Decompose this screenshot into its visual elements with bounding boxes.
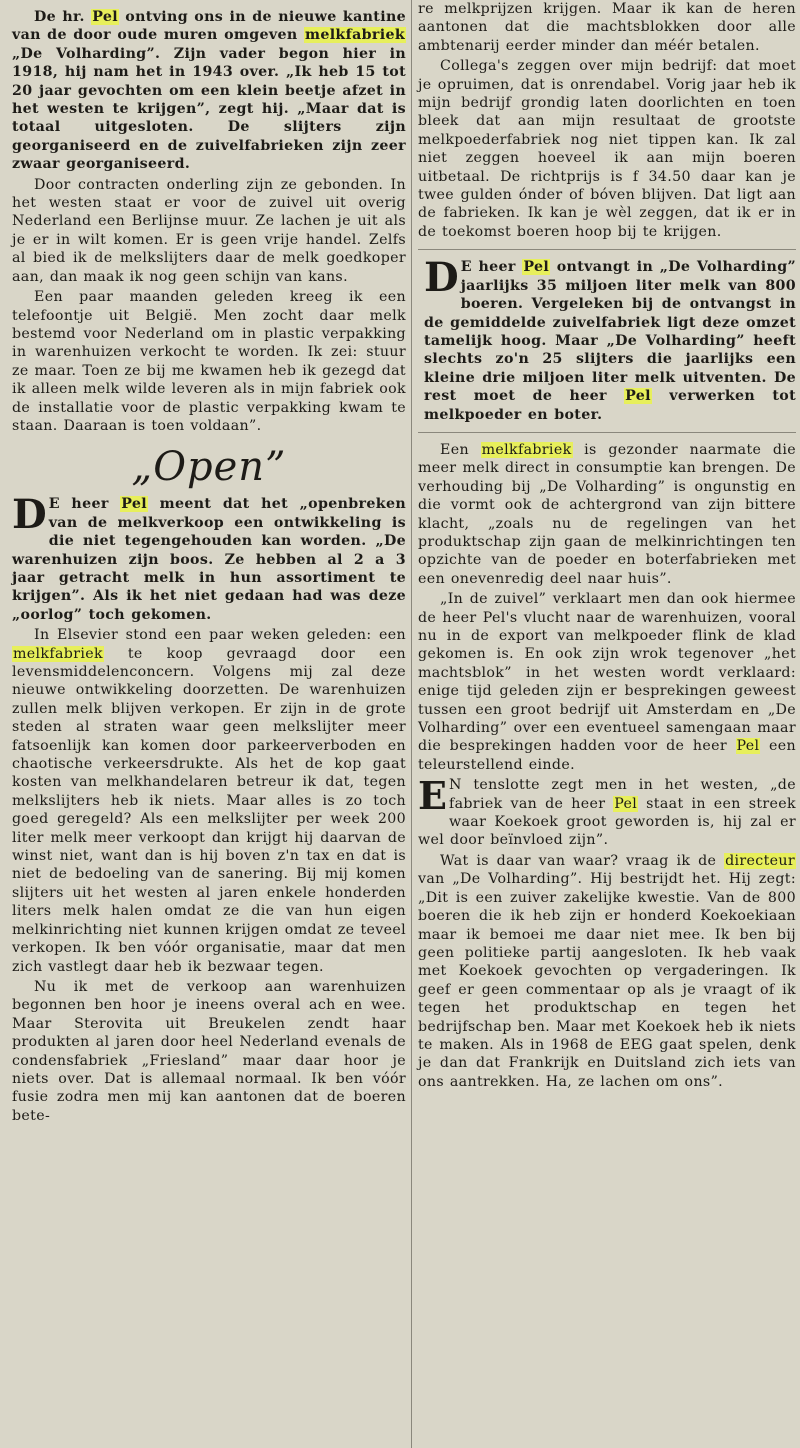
section-rule (418, 432, 796, 433)
text-run: is gezonder naarmate die meer melk direct in consumptie kan brengen. De verhouding bij „De Volharding” is ongunstig en die vormt ook de achtergrond van zijn bittere klacht, „zoals nu de regelingen van het produktschap zijn gaan de melkinrichtingen ten opzichte van de poeder en boterfabrieken met een onevenredig deel naar huis”. (418, 441, 796, 587)
text-run: „In de zuivel” verklaart men dan ook hiermee de heer Pel's vlucht naar de warenhuizen, vooral nu in de export van melkpoeder flink de klad gekomen is. En ook zijn wrok tegenover „het machtsblok” in het westen wordt verklaard: enige tijd geleden zijn er besprekingen geweest tussen een groot bedrijf uit Amsterdam en „De Volharding” over een eventueel samengaan maar die besprekingen hadden voor de heer (418, 591, 796, 755)
highlight-pel: Pel (121, 496, 148, 513)
text-run: te koop gevraagd door een levensmiddelenconcern. Volgens mij zal deze nieuwe ontwikkeling doorzetten. De warenhuizen zullen melk blijven verkopen. Er zijn in de grote steden al straten waar geen melkslijter meer fatsoenlijk kan komen door parkeerverboden en chaotische verkeersdrukte. Als het de kop gaat kosten van melkhandelaren betreur ik dat, tegen melkslijters heb ik niets. Maar alles is zo toch goed geregeld? Als een melkslijter per week 200 liter melk meer verkoopt dan krijgt hij daarvan de winst niet, want dan is hij boven z'n tax en dat is niet de bedoeling van de sanering. Bij mij komen slijters uit het westen al jaren enkele honderden liters melk halen omdat ze die van hun eigen melkinrichting niet kunnen krijgen omdat ze teveel verkopen. Ik ben vóór organisatie, maar dat men zich vastlegt daar heb ik bezwaar tegen. (12, 645, 406, 975)
paragraph-elsevier (12, 626, 406, 976)
text-run: Een (440, 441, 481, 458)
text-run: Wat is daar van waar? vraag ik de (440, 852, 725, 869)
text-run: N tenslotte zegt men in het westen, „de fabriek van de heer (448, 777, 796, 812)
paragraph-bold-block (418, 254, 797, 424)
highlight-pel: Pel (736, 738, 760, 755)
text-run: van „De Volharding”. Hij bestrijdt het. Hij zegt: „Dit is een zuiver zakelijke kwestie. Van de 800 boeren die ik heb zijn er honderd Koekoekiaan maar ik bemoei me daar niet mee. Ik ben bij geen politieke partij aangesloten. Ik heb vaak met Koekoek gevochten op vergaderingen. Ik geef er geen commentaar op als je vraagt of ik tegen het produktschap en tegen het bedrijfschap ben. Maar met Koekoek heb ik niets te maken. Als in 1968 de EEG gaat spelen, denk je dan dat Frankrijk en Duitsland zich iets van ons aantrekken. Ha, ze lachen om ons”. (418, 871, 796, 1090)
text-run: E heer (48, 496, 121, 513)
text-run: meent dat het „openbreken van de melkverkoop een ontwikkeling is die niet tegengehouden kan worden. „De warenhuizen zijn boos. Ze hebben al 2 a 3 jaar getracht melk in hun assortiment te krijgen”. Als ik het niet gedaan had was deze „oorlog” toch gekomen. (12, 496, 406, 623)
paragraph-collegas: Collega's zeggen over mijn bedrijf: dat moet je opruimen, dat is onrendabel. Vorig jaar heb ik mijn bedrijf grondig laten doorlichten en toen bleek dat aan mijn resultaat de grootste melkpoederfabriek nog niet tippen kan. Ik zal niet zeggen hoeveel ik aan mijn boeren uitbetaal. De richtprijs is f 34.50 daar kan je twee gulden ónder of bóven blijven. Dat ligt aan de fabrieken. Ik kan je wèl zeggen, dat ik er in de toekomst boeren hoop bij te krijgen. (418, 58, 796, 240)
highlight-melkfabriek: melkfabriek (304, 27, 405, 44)
text-run: In Elsevier stond een paar weken geleden: een (34, 627, 406, 644)
text-run: „De Volharding”. Zijn vader begon hier in 1918, hij nam het in 1943 over. „Ik heb 15 tot 20 jaar gevochten om een klein beetje afzet in het westen te krijgen”, zegt hij. „Maar dat is totaal uitgesloten. De slijters zijn georganiseerd en de zuivelfabrieken zijn zeer zwaar georganiseerd. (12, 45, 406, 173)
paragraph-contracten: Door contracten onderling zijn ze gebonden. In het westen staat er voor de zuivel uit overig Nederland een Berlijnse muur. Ze lachen je uit als je er in wilt komen. Er is geen vrije handel. Zelfs al bied ik de melkslijters daar de melk goedkoper aan, dan maak ik nog geen schijn van kans. (12, 176, 406, 285)
left-column (12, 0, 406, 1127)
highlight-pel: Pel (523, 259, 550, 276)
drop-cap: D (12, 491, 47, 539)
text-run: een teleurstellend einde. (418, 738, 797, 773)
section-rule (418, 249, 796, 250)
highlight-melkfabriek: melkfabriek (481, 441, 572, 458)
paragraph-warenhuizen: Nu ik met de verkoop aan warenhuizen begonnen ben hoor je ineens overal ach en wee. Maar Sterovita uit Breukelen zendt haar produkten al jaren door heel Nederland evenals de condensfabriek „Friesland” maar daar hoor je niets over. Dat is allemaal normaal. Ik ben vóór fusie zodra men mij kan aantonen dat de boeren bete- (12, 978, 406, 1124)
right-column (418, 0, 796, 1093)
highlight-melkfabriek: melkfabriek (13, 645, 103, 662)
text-run: De hr. (34, 9, 92, 25)
drop-cap: D (424, 254, 459, 302)
text-run: staat in een streek waar Koekoek groot geworden is, hij zal er wel door beïnvloed zijn”. (418, 795, 796, 849)
text-run: ontving ons in de nieuwe kantine van de door oude muren omgeven (12, 9, 406, 44)
text-run: E heer (460, 259, 523, 276)
paragraph-continued: re melkprijzen krijgen. Maar ik kan de heren aantonen dat die machtsblokken door alle ambtenarij eerder minder dan méér betalen. (418, 1, 796, 54)
column-divider (411, 0, 412, 1448)
drop-cap: E (418, 773, 447, 819)
highlight-directeur: directeur (725, 852, 795, 869)
paragraph-open (12, 491, 406, 624)
paragraph-telefoontje: Een paar maanden geleden kreeg ik een telefoontje uit België. Men zocht daar melk bestemd voor Nederland om in plastic verpakking in warenhuizen verkocht te worden. Ik zei: stuur ze maar. Toen ze bij me kwamen heb ik gezegd dat ik alleen melk wilde leveren als in mijn fabriek ook de installatie voor de plastic verpakking kwam te staan. Daaraan is toen voldaan”. (12, 289, 406, 434)
highlight-pel: Pel (614, 795, 638, 812)
highlight-pel: Pel (92, 9, 118, 25)
paragraph-zuivel (418, 590, 796, 774)
subheading-open: „Open” (131, 444, 287, 491)
paragraph-gezonder (418, 441, 796, 588)
text-run: ontvangt in „De Volharding” jaarlijks 35 miljoen liter melk van 800 boeren. Vergeleken bij de ontvangst in de gemiddelde zuivelfabriek ligt deze omzet tamelijk hoog. Maar „De Volharding” heeft slechts zo'n 25 slijters die jaarlijks een kleine drie miljoen liter melk uitventen. De rest moet de heer (424, 259, 796, 405)
intro-paragraph (12, 8, 406, 174)
text-run: verwerken tot melkpoeder en boter. (424, 388, 797, 423)
paragraph-waar (418, 852, 796, 1091)
paragraph-tenslotte (418, 773, 796, 850)
highlight-pel: Pel (625, 388, 651, 405)
